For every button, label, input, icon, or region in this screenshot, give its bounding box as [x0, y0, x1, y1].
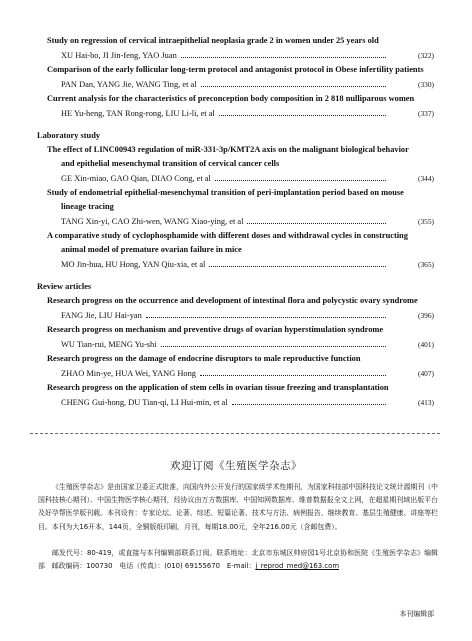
leader-dots: [215, 179, 386, 181]
leader-dots: [209, 265, 386, 267]
article-page[interactable]: (322): [417, 51, 434, 60]
subscription-title: 欢迎订阅《生殖医学杂志》: [170, 460, 302, 472]
leader-dots: [232, 403, 386, 405]
article-title[interactable]: Study on regression of cervical intraepithelial neoplasia grade 2 in women under 25 years old: [47, 36, 379, 45]
article-authors: WU Tian-rui, MENG Yu-shi: [61, 340, 157, 349]
article-author-row: [0, 308, 472, 323]
leader-dots: [146, 316, 386, 318]
section-divider: [30, 433, 440, 434]
leader-dots: [200, 374, 386, 376]
article-page[interactable]: (337): [417, 109, 434, 118]
article-title-continued[interactable]: and epithelial mesenchymal transition of cervical cancer cells: [61, 159, 280, 168]
article-authors: TANG Xin-yi, CAO Zhi-wen, WANG Xiao-ying, et al: [61, 217, 244, 226]
article-authors: XU Hai-bo, JI Jin-feng, YAO Juan: [61, 51, 177, 60]
toc-entry: [0, 143, 472, 186]
article-authors: ZHAO Min-ye, HUA Wei, YANG Hong: [61, 369, 196, 378]
article-author-row: [0, 171, 472, 186]
article-page[interactable]: (355): [417, 217, 434, 226]
email-link[interactable]: j_reprod_med@163.com: [255, 562, 340, 571]
article-page[interactable]: (413): [417, 398, 434, 407]
subscription-body: 《生殖医学杂志》是由国家卫委正式批准，向国内外公开发行的国家级学术性期刊，为国家科技部中国科技论文统计源期刊（中国科技核心期刊）、中国生物医学核心期刊，经协议由万方数据库、中国知网数据库、维普数据报全文上网，在超星期刊域出版平台及好孕帮医学版刊载。本刊设有：专家论坛、论著、综述、短篇论著、技术与方法、病例报告、继续教育、基层生殖健康、讲座等栏目。本刊为大16开本，144页，全铜版纸印刷，月刊，每期18.00元，全年216.00元（含邮包费）。: [38, 483, 438, 531]
article-title[interactable]: A comparative study of cyclophosphamide with different doses and withdrawal cycles in constructing: [47, 231, 408, 240]
toc-entry: [0, 381, 472, 410]
toc-entry: [0, 352, 472, 381]
subscription-contact: [38, 547, 438, 573]
article-page[interactable]: (365): [417, 260, 434, 269]
article-title-continued[interactable]: animal model of premature ovarian failure in mice: [61, 245, 242, 254]
contact-text: 邮发代号：80-419，或直接与本刊编辑部联系订阅。联系地址：北京市东城区帅府园1号北京协和医院《生殖医学杂志》编辑部 邮政编码：100730 电话（传真）：(010) 69155670 E-mail：: [38, 549, 438, 571]
section-heading-laboratory: Laboratory study: [37, 131, 101, 140]
toc-entry: [0, 186, 472, 229]
article-title[interactable]: Current analysis for the characteristics of preconception body composition in 2 818 nulliparous women: [47, 94, 415, 103]
article-title[interactable]: Research progress on mechanism and preventive drugs of ovarian hyperstimulation syndrome: [47, 325, 384, 334]
article-author-row: [0, 48, 472, 63]
leader-dots: [181, 56, 386, 58]
article-author-row: [0, 257, 472, 272]
toc-entry: [0, 323, 472, 352]
article-authors: PAN Dan, YANG Jie, WANG Ting, et al: [61, 80, 197, 89]
article-title[interactable]: Research progress on the damage of endocrine disruptors to male reproductive function: [47, 354, 361, 363]
article-title-continued[interactable]: lineage tracing: [61, 202, 114, 211]
article-authors: GE Xin-miao, GAO Qian, DIAO Cong, et al: [61, 174, 211, 183]
article-title[interactable]: Study of endometrial epithelial-mesenchymal transition of peri-implantation period based on mouse: [47, 188, 404, 197]
article-page[interactable]: (401): [417, 340, 434, 349]
article-title[interactable]: The effect of LINC00943 regulation of miR-331-3p/KMT2A axis on the malignant biological behavior: [47, 145, 409, 154]
article-authors: FANG Jie, LIU Hai-yan: [61, 311, 142, 320]
article-page[interactable]: (396): [417, 311, 434, 320]
article-page[interactable]: (330): [417, 80, 434, 89]
leader-dots: [161, 345, 386, 347]
article-authors: MO Jin-hua, HU Hong, YAN Qiu-xia, et al: [61, 260, 206, 269]
article-author-row: [0, 77, 472, 92]
article-author-row: [0, 214, 472, 229]
article-authors: CHENG Gui-hong, DU Tian-qi, LI Hui-min, et al: [61, 398, 228, 407]
leader-dots: [201, 85, 386, 87]
article-page[interactable]: (407): [417, 369, 434, 378]
article-page[interactable]: (344): [417, 174, 434, 183]
article-authors: HE Yu-heng, TAN Rong-rong, LIU Li-li, et al: [61, 109, 215, 118]
editorial-signature: 本刊编辑部: [399, 610, 434, 618]
section-heading-review: Review articles: [37, 282, 92, 291]
table-of-contents: [0, 34, 472, 410]
article-title[interactable]: Comparison of the early follicular long-term protocol and antagonist protocol in Obese infertility patients: [47, 65, 424, 74]
article-title[interactable]: Research progress on the occurrence and development of intestinal flora and polycystic ovary syndrome: [47, 296, 418, 305]
toc-entry: [0, 294, 472, 323]
article-author-row: [0, 395, 472, 410]
leader-dots: [247, 222, 386, 224]
article-title[interactable]: Research progress on the application of stem cells in ovarian tissue freezing and transplantation: [47, 383, 389, 392]
article-author-row: [0, 106, 472, 121]
toc-entry: [0, 63, 472, 92]
article-author-row: [0, 366, 472, 381]
toc-entry: [0, 34, 472, 63]
leader-dots: [219, 114, 386, 116]
toc-entry: [0, 229, 472, 272]
toc-entry: [0, 92, 472, 121]
article-author-row: [0, 337, 472, 352]
